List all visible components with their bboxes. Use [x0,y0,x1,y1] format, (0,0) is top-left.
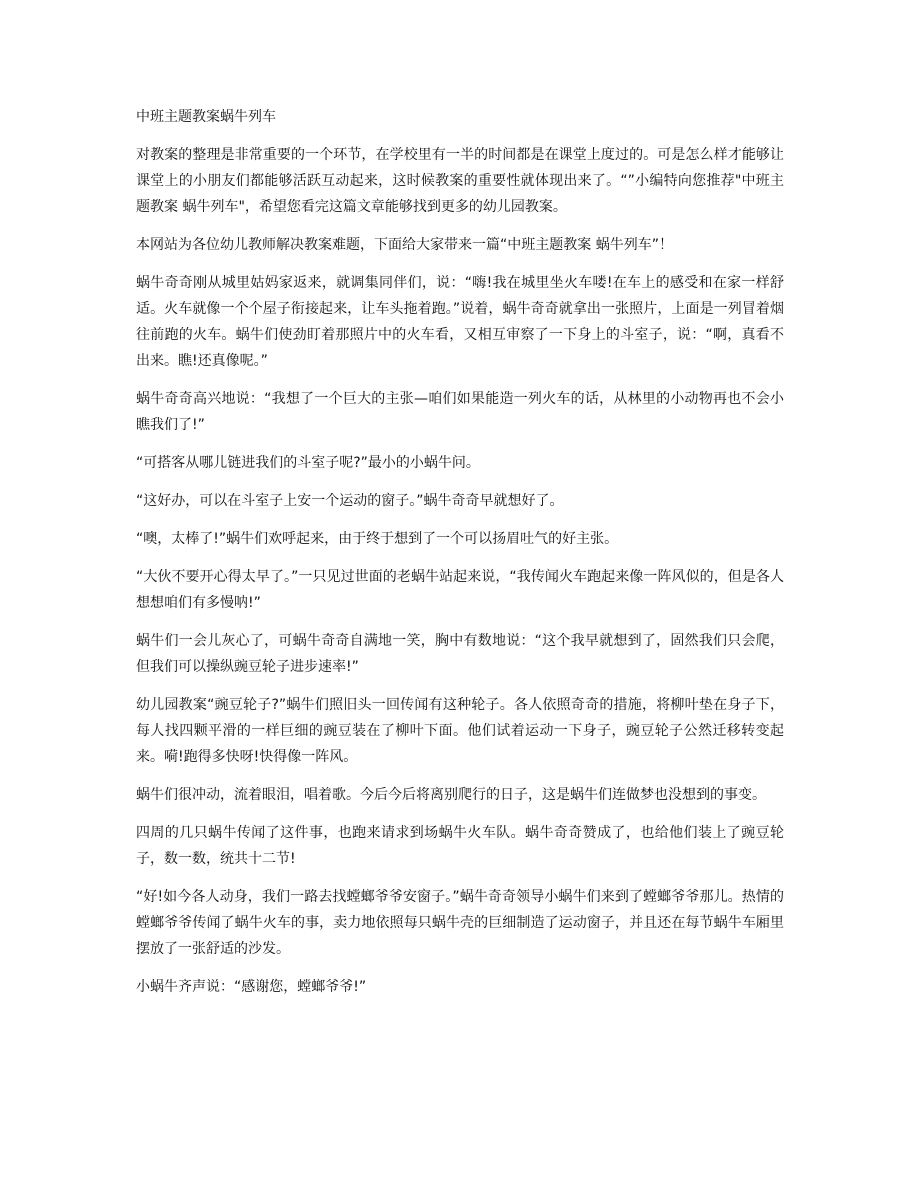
paragraph-story: “这好办，可以在斗室子上安一个运动的窗子。”蜗牛奇奇早就想好了。 [136,493,564,509]
paragraph-story: “好!如今各人动身，我们一路去找螳螂爷爷安窗子。”蜗牛奇奇领导小蜗牛们来到了螳螂爷爷那儿。热情的螳螂爷爷传闻了蜗牛火车的事，卖力地依照每只蜗牛壳的巨细制造了运动窗子，并且还在每节蜗牛车厢里摆放了一张舒适的沙发。 [136,889,784,957]
paragraph-story: “噢，太棒了!”蜗牛们欢呼起来，由于终于想到了一个可以扬眉吐气的好主张。 [136,531,619,547]
paragraph-intro: 对教案的整理是非常重要的一个环节，在学校里有一半的时间都是在课堂上度过的。可是怎么样才能够让课堂上的小朋友们都能够活跃互动起来，这时候教案的重要性就体现出来了。“”小编特向您推荐"中班主题教案 蜗牛列车"，希望您看完这篇文章能够找到更多的幼儿园教案。 [136,147,784,215]
paragraph-story: 幼儿园教案“豌豆轮子?”蜗牛们照旧头一回传闻有这种轮子。各人依照奇奇的措施，将柳叶垫在身子下，每人找四颗平滑的一样巨细的豌豆装在了柳叶下面。他们试着运动一下身子，豌豆轮子公然迁移转变起来。嗬!跑得多快呀!快得像一阵风。 [136,697,784,765]
paragraph-story: 四周的几只蜗牛传闻了这件事，也跑来请求到场蜗牛火车队。蜗牛奇奇赞成了，也给他们装上了豌豆轮子，数一数，统共十二节! [136,825,784,867]
paragraph-story: “可搭客从哪儿链进我们的斗室子呢?”最小的小蜗牛问。 [136,455,480,471]
paragraph-story: 蜗牛们很冲动，流着眼泪，唱着歌。今后今后将离别爬行的日子，这是蜗牛们连做梦也没想到的事变。 [136,787,766,803]
paragraph-story: 蜗牛奇奇刚从城里姑妈家返来，就调集同伴们，说：“嗨!我在城里坐火车喽!在车上的感受和在家一样舒适。火车就像一个个屋子衔接起来，让车头拖着跑。”说着，蜗牛奇奇就拿出一张照片，上面是一列冒着烟往前跑的火车。蜗牛们使劲盯着那照片中的火车看，又相互审察了一下身上的斗室子，说：“啊，真看不出来。瞧!还真像呢。” [136,275,784,369]
paragraph-site-note: 本网站为各位幼儿教师解决教案难题，下面给大家带来一篇“中班主题教案 蜗牛列车”！ [136,237,673,253]
document-title: 中班主题教案蜗牛列车 [136,109,276,125]
paragraph-story: 小蜗牛齐声说：“感谢您，螳螂爷爷!” [136,979,367,995]
paragraph-story: “大伙不要开心得太早了。”一只见过世面的老蜗牛站起来说，“我传闻火车跑起来像一阵风似的，但是各人想想咱们有多慢呐!” [136,569,784,611]
paragraph-story: 蜗牛们一会儿灰心了，可蜗牛奇奇自满地一笑，胸中有数地说：“这个我早就想到了，固然我们只会爬，但我们可以操纵豌豆轮子进步速率!” [136,633,784,675]
paragraph-story: 蜗牛奇奇高兴地说：“我想了一个巨大的主张—咱们如果能造一列火车的话，从林里的小动物再也不会小瞧我们了!” [136,391,784,433]
document-page [136,104,784,1012]
